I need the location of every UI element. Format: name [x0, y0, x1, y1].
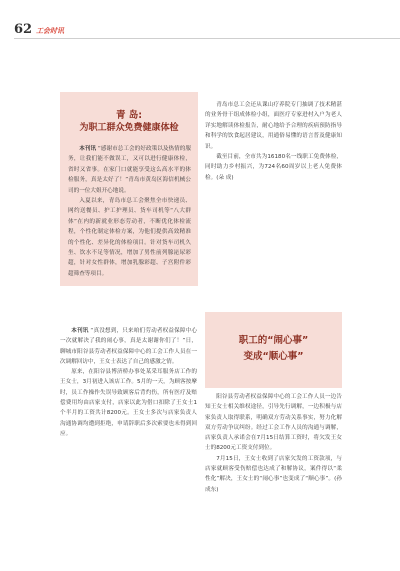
- article1-body-left: [60, 135, 198, 279]
- article1-paragraph-3: 青岛市总工会还从课山疗养院专门抽调了技术精湛的业务骨干组成体检小组，面医疗专家进村入户为老人详实地解读体检报告，耐心地给予合理的疾病预防指导和科学的饮食起居建议，用通俗易懂的语言普及健康知识。: [205, 102, 342, 150]
- article2-paragraph-1: [60, 326, 197, 367]
- section-tag: 工会时讯: [36, 27, 64, 35]
- article2-paragraph-2: 原来，在阳谷县博济桥办事处某采耳服务店工作的王女士，3月初进入该店工作。5月的一天，为顾客按摩时，员工作操作失误导致顾客后背灼伤，所有医疗及赔偿费用均由店家支付，店家以此为借口扣除了王女士1个半月的工资共计8200元。王女士多次与店家负责人沟通协调均遭到拒绝，申请辞职后多次索要也未得到回应。: [60, 369, 197, 437]
- article1-title-box: [60, 92, 198, 286]
- header-rule: [14, 38, 400, 39]
- article2-title: [205, 312, 342, 365]
- article1-paragraph-1: [68, 144, 191, 196]
- article2-title-box: [205, 312, 342, 388]
- article1-title-line2: 为职工群众免费健康体检: [79, 123, 179, 133]
- article2-paragraph-4: 7月15日，王女士收到了店家欠发的工资款项，与店家就顾客受伤赔偿也达成了和解协议，案件得以“柔性化”解决，王女士的“闹心事”也变成了“顺心事”。(孙成东): [205, 455, 342, 493]
- article1-paragraph-2: 入夏以来，青岛市总工会聚焦全市快递员、网约送餐员、护工护理员、货车司机等“八大群体”在内的新就业形态劳动者，不断优化体检流程，个性化制定体检方案，为他们提供高效精准的个性化、差异化的体检项目。针对货车司机久坐、饮水不足等情况，增加了男性前列腺泌尿彩超，针对女性群体，增加乳腺彩超、子宫附件彩超筛查等项目。: [68, 198, 191, 277]
- article2-body-right: [205, 392, 342, 512]
- article2-body-left: [60, 326, 197, 526]
- article1-title: [60, 92, 198, 135]
- article2-paragraph-3: 阳谷县劳动者权益保障中心的工会工作人员一边告知王女士相关维权途径，引导先行调解，一边积极与店家负责人取得联系，明确双方劳动关系事实，努力化解双方劳动争议纠纷。经过工会工作人员的沟通与调解，店家负责人承诺会在7月15日结算工资时，将欠发王女士的8200元工资支付到位。: [205, 394, 342, 452]
- article1-body-right: [205, 100, 342, 300]
- article2-title-line2: 变成“顺心事”: [243, 351, 304, 362]
- article2-paragraph-1-text: “真没想到，只来咱们劳动者权益保障中心一次就解决了我的闹心事，真是太谢谢你们了！”日，聊城市阳谷县劳动者权益保障中心的工会工作人员在一次调解回访中，王女士表达了自己的感激之情。: [60, 328, 197, 365]
- article2-title-line1: 职工的“闹心事”: [238, 335, 309, 346]
- page-number: 62: [14, 22, 33, 37]
- article1-paragraph-1-text: “感谢市总工会的好政策以及热情的服务，让我们能不做误工，又可以进行健康体检，省时又省事。在家门口就能享受这么高水平的体检服务，真是太好了！”青岛市黄岛区海信机械公司的一位大姐开心地说。: [68, 146, 191, 194]
- article1-lead-label: 本刊讯: [79, 146, 97, 152]
- article1-paragraph-4: 截至目前，全市共为16180名一线职工免费体检，同时助力乡村振兴，为724名60周岁以上老人免费体检。(朵 成): [205, 154, 342, 181]
- article1-title-line1: 青 岛:: [115, 110, 143, 121]
- article2-lead-label: 本刊讯: [71, 328, 89, 334]
